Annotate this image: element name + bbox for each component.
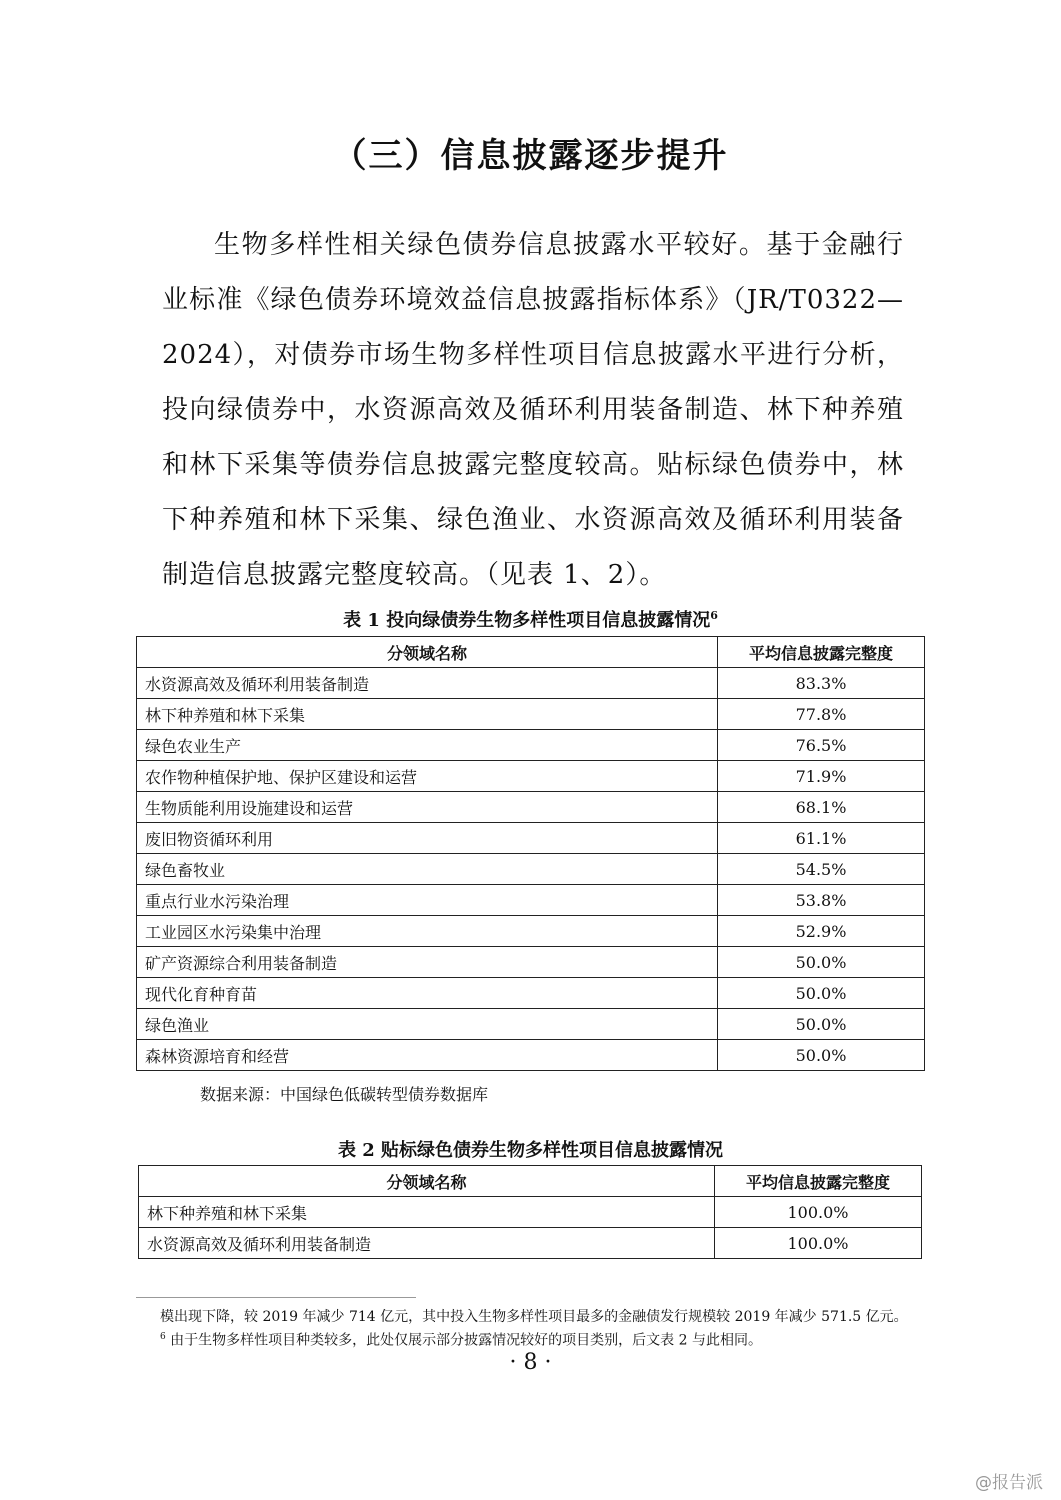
table-row — [137, 823, 925, 854]
footnote-6-text: 由于生物多样性项目种类较多，此处仅展示部分披露情况较好的项目类别，后文表 2 与此相同。 — [165, 1332, 762, 1349]
table-row — [139, 1228, 922, 1259]
table-row — [137, 699, 925, 730]
table-row — [137, 1040, 925, 1071]
row-category-name: 农作物种植保护地、保护区建设和运营 — [137, 761, 718, 792]
row-category-name: 水资源高效及循环利用装备制造 — [137, 668, 718, 699]
row-category-name: 重点行业水污染治理 — [137, 885, 718, 916]
row-disclosure-value: 52.9% — [718, 916, 925, 947]
table1 — [136, 636, 925, 1071]
table2-header-name: 分领域名称 — [139, 1166, 715, 1197]
row-category-name: 矿产资源综合利用装备制造 — [137, 947, 718, 978]
watermark: @报告派 — [975, 1473, 1043, 1493]
footnote-continued: 模出现下降，较 2019 年减少 714 亿元，其中投入生物多样性项目最多的金融债发行规模较 2019 年减少 571.5 亿元。 — [160, 1309, 908, 1325]
row-category-name: 林下种养殖和林下采集 — [139, 1197, 715, 1228]
table2-caption: 表 2 贴标绿色债券生物多样性项目信息披露情况 — [337, 1140, 724, 1161]
body-paragraph: 生物多样性相关绿色债券信息披露水平较好。基于金融行业标准《绿色债券环境效益信息披露指标体系》（JR/T0322—2024），对债券市场生物多样性项目信息披露水平进行分析，投向绿债券中，水资源高效及循环利用装备制造、林下种养殖和林下采集等债券信息披露完整度较高。贴标绿色债券中，林下种养殖和林下采集、绿色渔业、水资源高效及循环利用装备制造信息披露完整度较高。（见表 1、2）。 — [162, 230, 904, 590]
table-row — [137, 885, 925, 916]
table2-header-row — [139, 1166, 922, 1197]
table-row — [137, 947, 925, 978]
row-disclosure-value: 77.8% — [718, 699, 925, 730]
row-disclosure-value: 50.0% — [718, 1009, 925, 1040]
table-row — [137, 730, 925, 761]
footnotes — [160, 1307, 910, 1351]
row-disclosure-value: 61.1% — [718, 823, 925, 854]
row-category-name: 现代化育种育苗 — [137, 978, 718, 1009]
footnote-divider — [136, 1297, 416, 1298]
table2 — [138, 1165, 922, 1259]
row-disclosure-value: 83.3% — [718, 668, 925, 699]
row-disclosure-value: 50.0% — [718, 1040, 925, 1071]
row-category-name: 生物质能利用设施建设和运营 — [137, 792, 718, 823]
row-disclosure-value: 100.0% — [715, 1197, 922, 1228]
row-disclosure-value: 54.5% — [718, 854, 925, 885]
row-disclosure-value: 76.5% — [718, 730, 925, 761]
table-row — [137, 668, 925, 699]
table-row — [137, 854, 925, 885]
row-category-name: 森林资源培育和经营 — [137, 1040, 718, 1071]
table1-footnote-mark: 6 — [710, 609, 718, 622]
row-disclosure-value: 53.8% — [718, 885, 925, 916]
page-number: · 8 · — [509, 1350, 552, 1375]
table-row — [139, 1197, 922, 1228]
row-disclosure-value: 100.0% — [715, 1228, 922, 1259]
table1-caption-text: 表 1 投向绿债券生物多样性项目信息披露情况 — [343, 610, 711, 631]
table1-header-value: 平均信息披露完整度 — [718, 637, 925, 668]
row-disclosure-value: 50.0% — [718, 978, 925, 1009]
row-category-name: 绿色渔业 — [137, 1009, 718, 1040]
row-category-name: 绿色畜牧业 — [137, 854, 718, 885]
row-category-name: 废旧物资循环利用 — [137, 823, 718, 854]
row-category-name: 绿色农业生产 — [137, 730, 718, 761]
row-category-name: 水资源高效及循环利用装备制造 — [139, 1228, 715, 1259]
footnote-6-mark: 6 — [160, 1332, 166, 1342]
row-disclosure-value: 71.9% — [718, 761, 925, 792]
table1-caption — [0, 606, 1061, 632]
table1-source: 数据来源：中国绿色低碳转型债券数据库 — [200, 1085, 489, 1104]
table1-header-name: 分领域名称 — [137, 637, 718, 668]
table-row — [137, 916, 925, 947]
table2-header-value: 平均信息披露完整度 — [715, 1166, 922, 1197]
footnote-6 — [160, 1327, 910, 1351]
section-heading: （三）信息披露逐步提升 — [332, 136, 729, 176]
table-row — [137, 1009, 925, 1040]
table-row — [137, 978, 925, 1009]
table-row — [137, 761, 925, 792]
table-row — [137, 792, 925, 823]
table1-header-row — [137, 637, 925, 668]
row-category-name: 林下种养殖和林下采集 — [137, 699, 718, 730]
row-disclosure-value: 50.0% — [718, 947, 925, 978]
row-category-name: 工业园区水污染集中治理 — [137, 916, 718, 947]
row-disclosure-value: 68.1% — [718, 792, 925, 823]
